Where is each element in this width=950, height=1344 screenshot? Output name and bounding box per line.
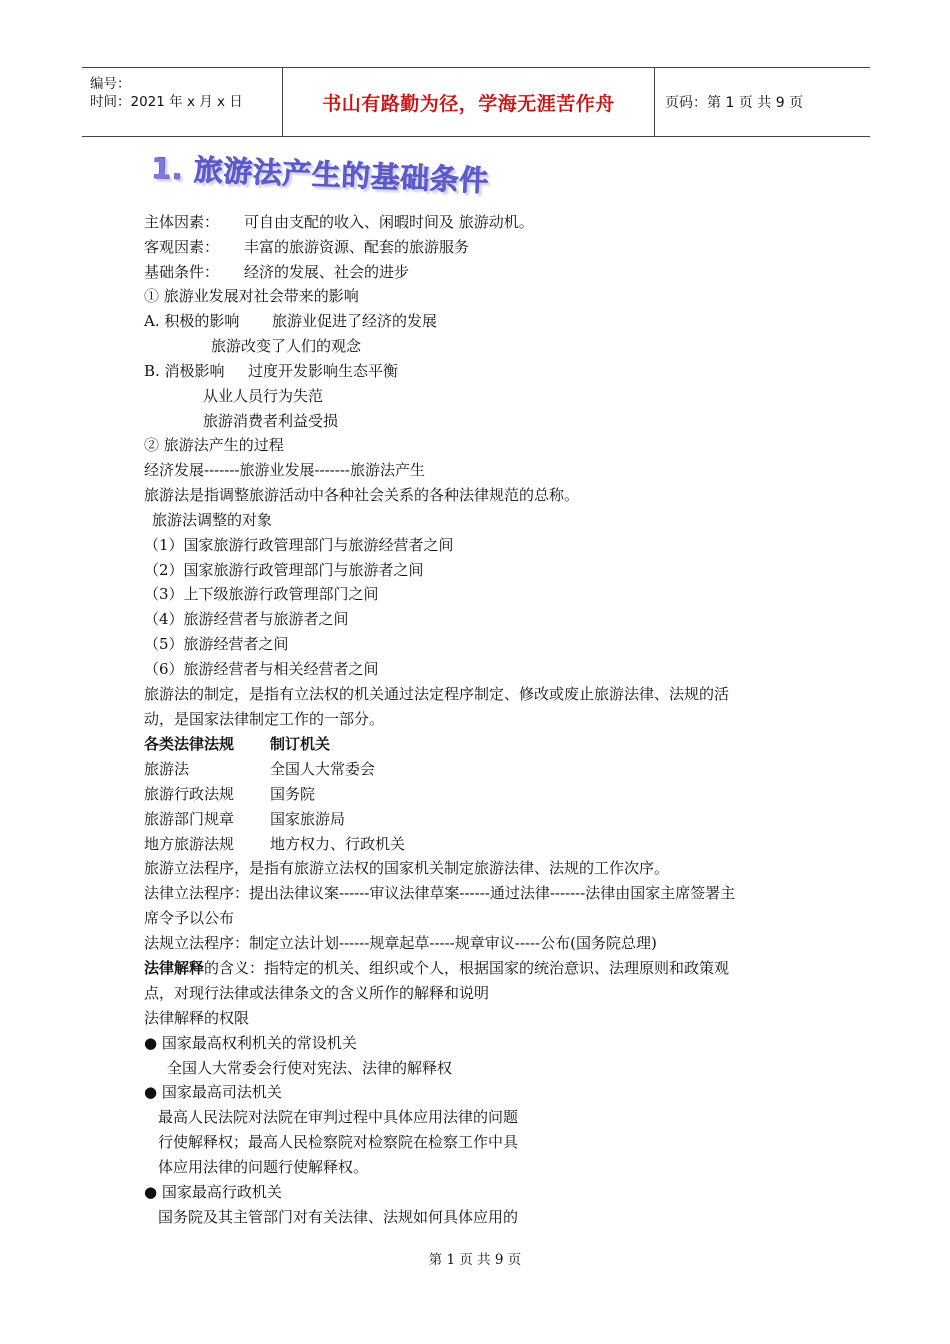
bullet-item: ● 国家最高权利机关的常设机关 xyxy=(144,1034,357,1052)
text-line: 席令予以公布 xyxy=(144,909,235,927)
motto: 书山有路勤为径，学海无涯苦作舟 xyxy=(322,92,615,115)
text-line: 法律立法程序：提出法律议案------审议法律草案------通过法律-------法律由国家主席签署主 xyxy=(144,884,736,902)
list-item: （6）旅游经营者与相关经营者之间 xyxy=(144,660,379,678)
text-line: 动，是国家法律制定工作的一部分。 xyxy=(144,710,385,728)
bullet-item: ● 国家最高行政机关 xyxy=(144,1183,282,1201)
list-item: （3）上下级旅游行政管理部门之间 xyxy=(144,585,379,603)
text-line: 旅游立法程序，是指有旅游立法权的国家机关制定旅游法律、法规的工作次序。 xyxy=(144,859,670,877)
text-line: 旅游法调整的对象 xyxy=(152,511,273,529)
text-line: 经济发展-------旅游业发展-------旅游法产生 xyxy=(144,461,425,479)
text-line: 基础条件： 经济的发展、社会的进步 xyxy=(144,263,410,281)
table-row: 旅游法 全国人大常委会 xyxy=(144,760,376,778)
bullet-item: ● 国家最高司法机关 xyxy=(144,1083,282,1101)
text-line: 客观因素： 丰富的旅游资源、配套的旅游服务 xyxy=(144,238,470,256)
table-header: 各类法律法规 制订机关 xyxy=(144,735,331,753)
text-line: 行使解释权；最高人民检察院对检察院在检察工作中具 xyxy=(158,1133,519,1151)
text-line: 旅游法是指调整旅游活动中各种社会关系的各种法律规范的总称。 xyxy=(144,486,580,504)
list-item: （2）国家旅游行政管理部门与旅游者之间 xyxy=(144,561,424,579)
date-label: 时间：2021 年 x 月 x 日 xyxy=(90,94,243,110)
header-motto-cell xyxy=(283,68,655,136)
text-line: 最高人民法院对法院在审判过程中具体应用法律的问题 xyxy=(158,1108,519,1126)
list-item: （1）国家旅游行政管理部门与旅游经营者之间 xyxy=(144,536,454,554)
header-page-cell xyxy=(655,68,870,136)
text-line: 从业人员行为失范 xyxy=(203,387,324,405)
text-line: 旅游改变了人们的观念 xyxy=(211,337,362,355)
text-line: 点，对现行法律或法律条文的含义所作的解释和说明 xyxy=(144,984,490,1002)
section-title: 1. 旅游法产生的基础条件 xyxy=(150,150,490,198)
text-line: A. 积极的影响 旅游业促进了经济的发展 xyxy=(144,312,438,330)
text-line: 全国人大常委会行使对宪法、法律的解释权 xyxy=(167,1059,453,1077)
number-label: 编号： xyxy=(90,76,131,92)
text-line: 旅游法的制定，是指有立法权的机关通过法定程序制定、修改或废止旅游法律、法规的活 xyxy=(144,685,730,703)
text-line: 法规立法程序：制定立法计划------规章起草-----规章审议-----公布(国务院总理) xyxy=(144,934,657,952)
page-label: 页码：第 1 页 共 9 页 xyxy=(665,95,804,111)
list-item: （5）旅游经营者之间 xyxy=(144,635,289,653)
text-line: B. 消极影响 过度开发影响生态平衡 xyxy=(144,362,399,380)
text-line: 旅游消费者利益受损 xyxy=(203,412,339,430)
header-meta-cell xyxy=(82,68,283,136)
text-line: 法律解释的含义：指特定的机关、组织或个人，根据国家的统治意识、法理原则和政策观 xyxy=(144,959,730,977)
text-line: 国务院及其主管部门对有关法律、法规如何具体应用的 xyxy=(158,1208,519,1226)
text-line: 主体因素： 可自由支配的收入、闲暇时间及 旅游动机。 xyxy=(144,213,534,231)
table-row: 旅游行政法规 国务院 xyxy=(144,785,316,803)
text-line: ② 旅游法产生的过程 xyxy=(144,436,284,454)
text-line: 法律解释的权限 xyxy=(144,1009,250,1027)
text-line: ① 旅游业发展对社会带来的影响 xyxy=(144,287,359,305)
table-row: 地方旅游法规 地方权力、行政机关 xyxy=(144,835,406,853)
table-row: 旅游部门规章 国家旅游局 xyxy=(144,810,346,828)
document-header xyxy=(82,67,870,137)
page-footer: 第 1 页 共 9 页 xyxy=(428,1252,522,1268)
text-line: 体应用法律的问题行使解释权。 xyxy=(158,1158,369,1176)
list-item: （4）旅游经营者与旅游者之间 xyxy=(144,610,349,628)
